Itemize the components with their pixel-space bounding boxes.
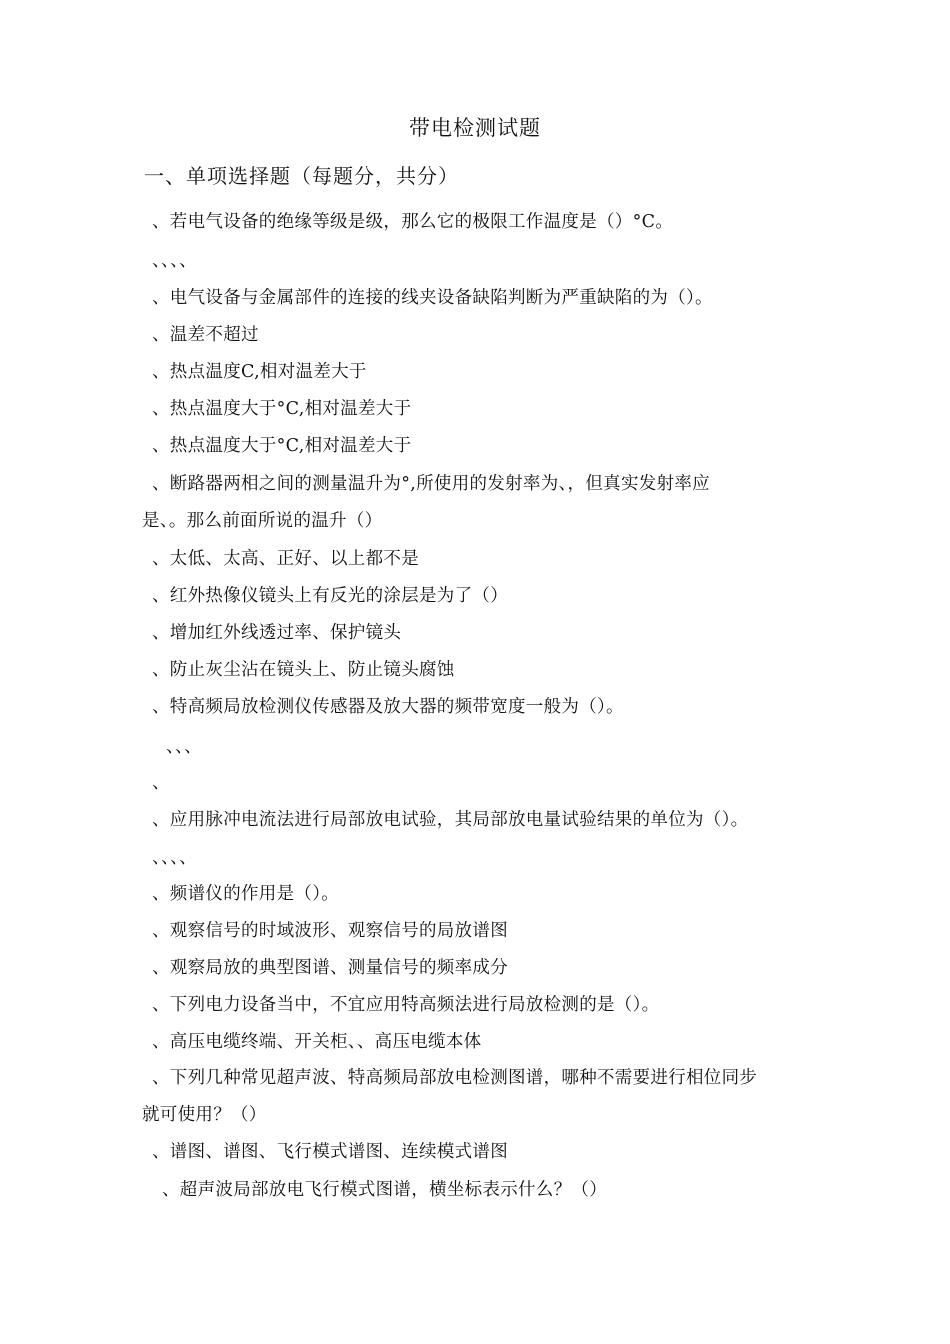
option-line: 、高压电缆终端、开关柜、、高压电缆本体 bbox=[152, 1032, 482, 1052]
question-line: 、特高频局放检测仪传感器及放大器的频带宽度一般为（）。 bbox=[152, 697, 624, 717]
option-line: 、热点温度大于°C,相对温差大于 bbox=[152, 399, 412, 419]
question-line: 、红外热像仪镜头上有反光的涂层是为了（） bbox=[152, 586, 508, 606]
section-heading: 一、单项选择题（每题分，共分） bbox=[144, 164, 459, 188]
document-title: 带电检测试题 bbox=[409, 116, 541, 140]
question-line: 、下列几种常见超声波、特高频局部放电检测图谱，哪种不需要进行相位同步 bbox=[152, 1068, 758, 1088]
option-line: 、观察局放的典型图谱、测量信号的频率成分 bbox=[152, 958, 508, 978]
option-line: 、热点温度C,相对温差大于 bbox=[152, 362, 367, 382]
option-line: 、观察信号的时域波形、观察信号的局放谱图 bbox=[152, 921, 508, 941]
question-line: 、下列电力设备当中，不宜应用特高频法进行局放检测的是（）。 bbox=[152, 995, 660, 1015]
option-line: 、、、、 bbox=[152, 848, 197, 868]
question-line: 、电气设备与金属部件的连接的线夹设备缺陷判断为严重缺陷的为（）。 bbox=[152, 288, 713, 308]
option-line: 、谱图、谱图、飞行模式谱图、连续模式谱图 bbox=[152, 1142, 508, 1162]
question-line: 、超声波局部放电飞行模式图谱，横坐标表示什么？（） bbox=[162, 1180, 607, 1200]
option-line: 、防止灰尘沾在镜头上、防止镜头腐蚀 bbox=[152, 660, 455, 680]
option-line: 、增加红外线透过率、保护镜头 bbox=[152, 623, 402, 643]
option-line: 、太低、太高、正好、以上都不是 bbox=[152, 549, 419, 569]
question-line: 、频谱仪的作用是（）。 bbox=[152, 884, 340, 904]
option-line: 、、、 bbox=[166, 737, 202, 757]
question-line: 就可使用？（） bbox=[142, 1105, 267, 1125]
question-line: 、应用脉冲电流法进行局部放电试验，其局部放电量试验结果的单位为（）。 bbox=[152, 810, 749, 830]
option-line: 、温差不超过 bbox=[152, 325, 259, 345]
question-line: 是、。那么前面所说的温升（） bbox=[142, 511, 383, 531]
question-line: 、若电气设备的绝缘等级是级，那么它的极限工作温度是（）°C。 bbox=[152, 212, 674, 232]
option-line: 、热点温度大于°C,相对温差大于 bbox=[152, 436, 412, 456]
option-line: 、 bbox=[152, 773, 170, 793]
question-line: 、断路器两相之间的测量温升为°,所使用的发射率为、，但真实发射率应 bbox=[152, 474, 710, 494]
option-line: 、、、、 bbox=[152, 251, 197, 271]
